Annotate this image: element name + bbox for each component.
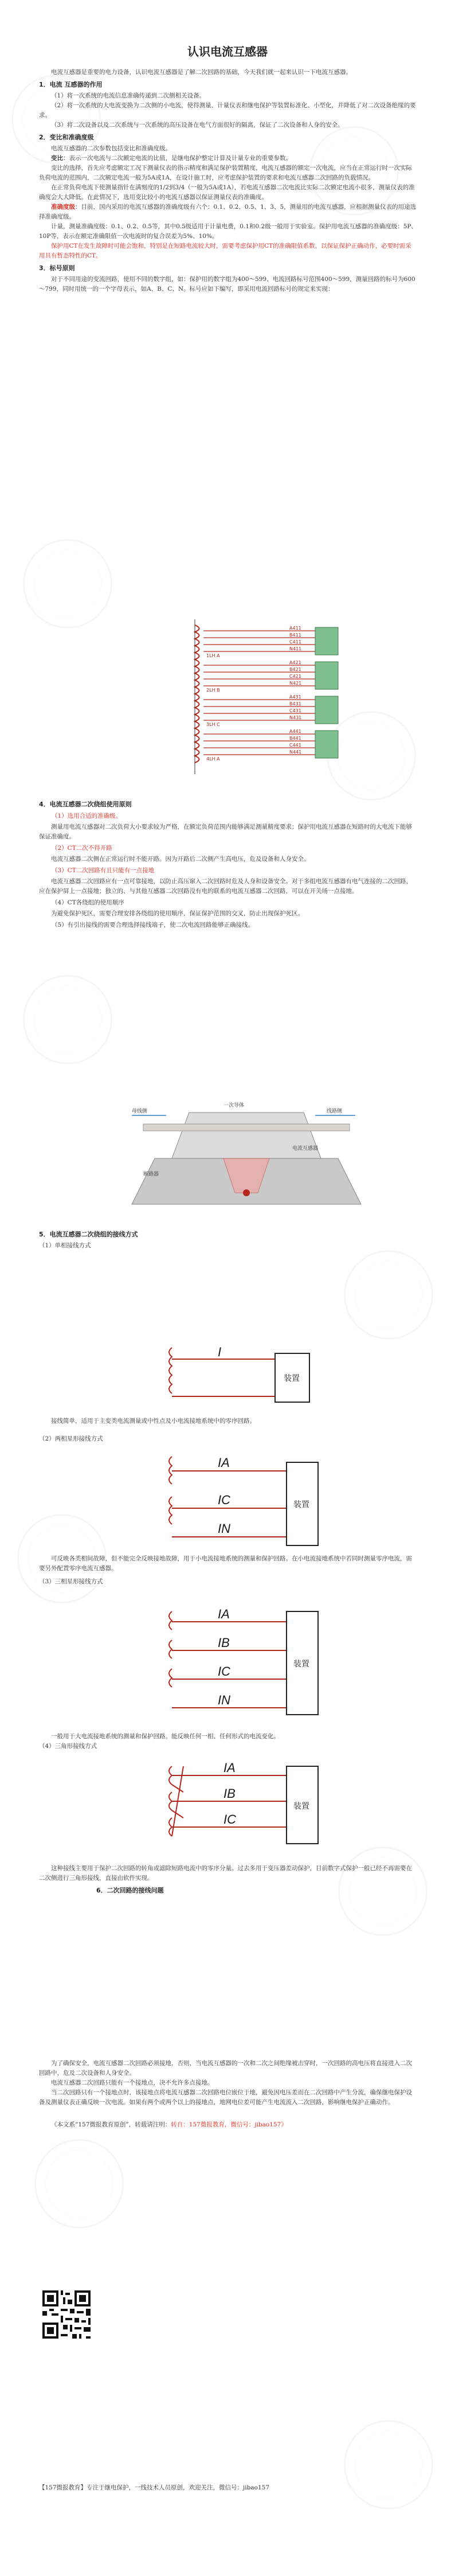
primary-conductor-label: 一次导体	[223, 1103, 245, 1109]
wiring-mode-3-title: （3）三相星形接线方式	[39, 1578, 103, 1585]
article-title: 认识电流互感器	[187, 45, 268, 58]
section-5-heading: 5．电流互感器二次绕组的接线方式	[39, 1231, 138, 1238]
ratio-label: 变比	[51, 155, 63, 162]
three-phase-star-diagram	[160, 1606, 332, 1720]
section-1-item: （2）将一次系统的大电流变换为二次侧的小电流，使得测量、计量仪表和继电保护等装置标准化、小型化，并降低了对二次设备绝缘的要求。	[39, 102, 416, 119]
terminal-label: A411	[289, 626, 301, 631]
terminal-label: B411	[289, 633, 301, 638]
wiring-mode-3-text: 一般用于大电流接地系统的测量和保护回路。能反映任何一相、任何形式的电流变化。	[51, 1733, 280, 1740]
section-4-sub1: （1）选用合适的准确级。	[52, 813, 122, 819]
breaker-label: 断路器	[143, 1172, 159, 1177]
section-4-text: 为避免保护死区，需要合理安排各绕组的使用顺序，保证保护范围的交叉，防止出现保护死区。	[51, 910, 304, 917]
terminal-label: C431	[289, 708, 301, 713]
section-4-sub2: （2）CT二次不得开路	[52, 845, 112, 852]
ct-core-label: 2LH B	[206, 688, 220, 693]
terminal-label: C411	[289, 639, 301, 645]
terminal-label: N421	[289, 681, 302, 686]
section-2-paragraph: 在正常负荷电流下使测量指针在满刻度的1/2到3/4（一般为5A或1A），若电流互感器二次电流比实际二次额定电流小很多，测量仪表的准确度会大大降低。在此情况下，选用变比较小的电流互感器以保证测量仪表的准确度。	[39, 184, 415, 201]
in-label: IN	[218, 1693, 230, 1707]
terminal-label: N441	[289, 750, 302, 755]
section-5-block	[39, 1227, 417, 1251]
section-6-paragraph: 电流互感器二次回路只能有一个接地点，决不允许多点接地。	[51, 2079, 214, 2086]
wiring-mode-2-caption	[39, 1554, 417, 1587]
device-box-label: 装置	[293, 1802, 309, 1811]
section-2-warning: 保护用CT在发生故障时可能会饱和，特别是在短路电流较大时，需要考虑保护用CT的准确限值系数，以保证保护正确动作，必要时需采用具有暂态特性的CT。	[39, 243, 411, 259]
section-4-sub3: （3）CT二次回路有且只能有一点接地	[52, 867, 155, 874]
section-4-text: 电流互感器二次侧在正常运行时不能开路。因为开路后二次侧产生高电压，危及设备和人身安全。	[51, 856, 310, 862]
terminal-label: B431	[289, 701, 301, 707]
section-2-paragraph: 变比：表示一次电流与二次额定电流的比值，是继电保护整定计算及计量专业的重要参数。	[51, 155, 292, 162]
ic-label: IC	[218, 1493, 230, 1507]
watermark-seal	[344, 1250, 433, 1340]
terminal-label: A441	[289, 729, 301, 734]
current-label: I	[218, 1345, 222, 1359]
ia-label: IA	[218, 1455, 230, 1470]
section-4-text: 电流互感器二次回路应有一点可靠接地，以防止高压窜入二次回路时危及人身和设备安全。对于多组电流互感器有电气连接的二次回路，应在保护屏上一点接地；独立的、与其他互感器二次回路没有电的联系的电流互感器二次回路，可以在开关场一点接地。	[39, 878, 412, 895]
copyright-notice: 《本文系“157微报教育原创”，转载请注明：转自：157微报教育，微信号：jibao157》	[51, 2121, 287, 2128]
terminal-label: N411	[289, 646, 302, 651]
section-2-paragraph: 计量，测量准确度级：0.1、0.2、0.5等，其中0.5级适用于计量电费，0.1和0.2级一般用于实验室。保护用电流互感器的准确度级：5P、10P等，表示在额定准确限值一次电流时的复合误差为5%、10%。	[39, 223, 417, 240]
section-2-heading: 2．变比和准确度级	[39, 134, 94, 141]
section-1-heading: 1．电流 互感器的作用	[39, 81, 103, 88]
section-1-item: （1）将一次系统的电流信息准确传递到二次侧相关设备。	[51, 92, 206, 99]
section-2-paragraph: 电流互感器的二次参数包括变比和准确度级。	[51, 145, 171, 152]
terminal-labels	[289, 626, 301, 755]
ic-label: IC	[223, 1812, 236, 1826]
ct-label: 电流互感器	[292, 1146, 319, 1152]
wiring-mode-4-title: （4）三角形接线方式	[39, 1743, 97, 1750]
wiring-mode-1-caption	[39, 1416, 417, 1444]
wiring-mode-2-text: 可反映各类相间故障，但不能完全反映接地故障，用于小电流接地系统的测量和保护回路。在小电流接地系统中若同时测量零序电流，需要另外配置零序电流互感器。	[39, 1555, 412, 1572]
in-label: IN	[218, 1521, 230, 1536]
delta-wiring-diagram	[160, 1761, 332, 1852]
primary-conductor	[143, 1124, 350, 1131]
section-6-block	[39, 2059, 417, 2130]
watermark-seal	[344, 2420, 433, 2509]
ia-label: IA	[218, 1607, 230, 1621]
terminal-label: C421	[289, 674, 301, 679]
device-box-label: 装置	[293, 1500, 309, 1509]
device-box-label: 装置	[293, 1660, 309, 1669]
section-4-text: 测量用电流互感器对二次负荷大小要求较为严格，在额定负荷范围内能够满足测量精度要求；保护用电流互感器在短路时的大电流下能够保证准确度。	[39, 823, 412, 840]
watermark-seal	[23, 975, 112, 1064]
section-6-paragraph: 为了确保安全，电流互感器二次回路必须接地，否则，当电流互感器的一次和二次之间绝缘被击穿时，一次回路的高电压将直接进入二次回路中，危及二次设备和人身安全。	[39, 2060, 412, 2077]
two-phase-wiring-diagram	[160, 1451, 332, 1548]
section-3-heading: 3．标号原则	[39, 264, 75, 272]
wiring-mode-1-title: （1）单相接线方式	[39, 1242, 91, 1249]
section-4-block	[39, 797, 417, 931]
ct-installation-diagram	[120, 1090, 372, 1216]
watermark-seal	[23, 539, 112, 629]
wiring-mode-4-caption	[39, 1864, 417, 1897]
section-2-paragraph: 变比的选择，首先应考虑额定工况下测量仪表的指示精度和满足保护装置精度，电流互感器的额定一次电流，应当在正常运行时一次实际负荷电流的范围内，二次额定电流一般为5A或1A，在设计施工时，应考虑保护装置的要求和电流互感器二次回路的负载情况。	[39, 165, 412, 181]
qr-code[interactable]	[40, 2288, 93, 2341]
wiring-mode-1-text: 接线简单，适用于主变类电流测量或中性点及小电流接地系统中的零序回路。	[51, 1418, 256, 1424]
terminal-label: B441	[289, 736, 301, 741]
device-box-label: 装置	[284, 1374, 300, 1383]
section-1-item: （3）将二次设备以及二次系统与一次系统的高压设备在电气方面很好的隔离，保证了二次设备和人身的安全。	[51, 122, 344, 128]
watermark-seal	[34, 2139, 124, 2228]
bus-side-label: 母线侧	[132, 1109, 148, 1114]
section-4-sub5: （5）有引出接线的需要合理选择接线端子，使二次电流回路能够正确接线。	[52, 922, 254, 928]
intro-block	[39, 68, 417, 294]
terminal-label: C441	[289, 743, 301, 748]
single-phase-wiring-diagram	[160, 1342, 332, 1411]
ic-label: IC	[218, 1664, 230, 1679]
ct-coil-stack	[195, 625, 199, 763]
wiring-mode-2-title: （2）两相星形接线方式	[39, 1435, 103, 1442]
intro-paragraph: 电流互感器是重要的电力设备，认识电流互感器是了解二次回路的基础，今天我们就一起来认识一下电流互感器。	[51, 69, 352, 76]
ct-core-label: 4LH A	[206, 756, 220, 762]
relay-boxes	[315, 627, 338, 758]
ib-label: IB	[223, 1786, 236, 1801]
footer-note: 【157微报教育】专注于继电保护，一线技术人员原创，欢迎关注，微信号：jibao157	[39, 2484, 269, 2491]
ct-winding-diagram	[172, 619, 378, 780]
terminal-label: A431	[289, 694, 301, 700]
section-3-paragraph: 对于不同用途的变流回路，使用不同的数字组，如：保护用的数字组为400～599、电流回路标号范围400～599，测量回路的标号为600～799，同时用统一的一个字母表示，如A、B、C、N。标号应如下编写，即采用电流回路标号的规定来实现：	[39, 276, 415, 292]
wiring-mode-3-caption	[39, 1732, 417, 1751]
ct-core-label: 1LH A	[206, 653, 220, 658]
section-6-heading: 6．二次回路的接线问题	[96, 1887, 164, 1894]
line-side-label: 线路侧	[327, 1109, 343, 1114]
section-2-paragraph: 准确度级：目前，国内采用的电流互感器的准确度级有六个：0.1、0.2、0.5、1、3、5，测量用的电流互感器，应根据测量仪表的用途选择准确度级。	[39, 204, 417, 220]
terminal-label: A421	[289, 660, 301, 665]
wiring-mode-4-text: 这种接线主要用于保护二次回路的转角或滤除短路电流中的零序分量。过去多用于变压器差动保护，目前数字式保护一般已经不再需要在二次侧进行三角形接线，直接由软件实现。	[39, 1865, 412, 1882]
section-6-paragraph: 当二次回路只有一个接地点时，该接地点将电流互感器二次回路电位嵌位于地，避免因电压差而在二次回路中产生分流，确保继电保护设备及测量仪表正确反映一次电流。如果有两个或两个以上的接地点，地网电位差可能产生电流流入二次回路，影响继电保护正确动作。	[39, 2089, 412, 2106]
ct-core-label: 3LH C	[206, 722, 220, 727]
terminal-label: N431	[289, 715, 302, 720]
section-4-sub4: （4）CT各绕组的使用顺序	[52, 899, 124, 906]
ct-core-labels	[206, 653, 220, 762]
accuracy-label: 准确度级	[51, 204, 75, 210]
ib-label: IB	[218, 1636, 230, 1650]
ia-label: IA	[223, 1761, 236, 1775]
section-4-heading: 4．电流互感器二次绕组使用原则	[39, 801, 132, 808]
terminal-label: B421	[289, 667, 301, 672]
